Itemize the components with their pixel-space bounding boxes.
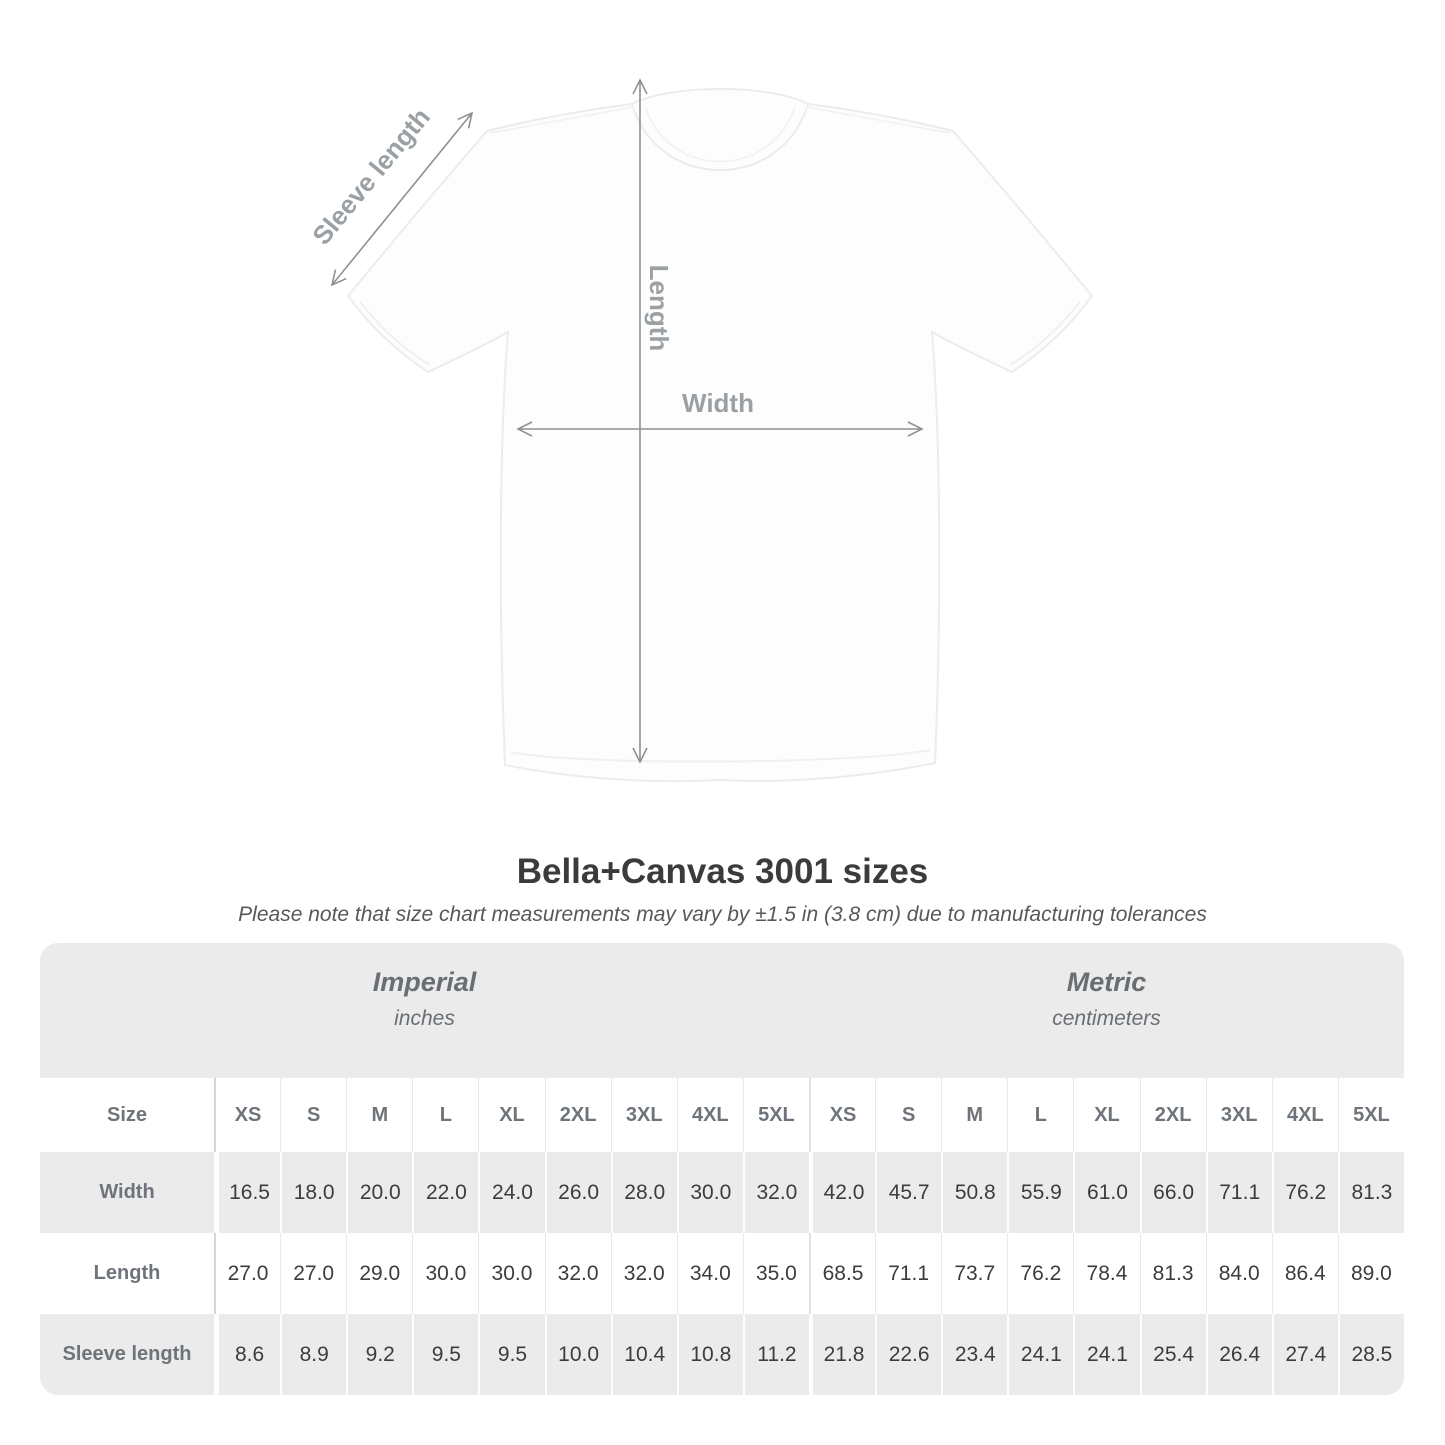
tolerance-note: Please note that size chart measurements may vary by ±1.5 in (3.8 cm) due to manufacturing tolerances: [238, 903, 1207, 926]
size-header-cell: 2XL: [1140, 1078, 1206, 1152]
imperial-unit: inches: [394, 1007, 455, 1030]
value-cell: 30.0: [677, 1152, 743, 1233]
metric-section-header: [809, 943, 1404, 1078]
size-header-cell: 5XL: [1338, 1078, 1404, 1152]
value-cell: 23.4: [941, 1314, 1007, 1395]
value-cell: 20.0: [346, 1152, 412, 1233]
value-cell: 71.1: [875, 1233, 941, 1314]
value-cell: 66.0: [1140, 1152, 1206, 1233]
value-cell: 61.0: [1073, 1152, 1139, 1233]
value-cell: 50.8: [941, 1152, 1007, 1233]
value-cell: 24.1: [1007, 1314, 1073, 1395]
value-cell: 30.0: [478, 1233, 544, 1314]
size-table: [40, 943, 1404, 1395]
length-label: Length: [644, 264, 674, 352]
size-header-cell: S: [875, 1078, 941, 1152]
size-header-cell: S: [280, 1078, 346, 1152]
value-cell: 35.0: [743, 1233, 809, 1314]
value-cell: 10.8: [677, 1314, 743, 1395]
value-cell: 45.7: [875, 1152, 941, 1233]
value-cell: 18.0: [280, 1152, 346, 1233]
width-label: Width: [682, 388, 754, 418]
value-cell: 81.3: [1338, 1152, 1404, 1233]
value-cell: 81.3: [1140, 1233, 1206, 1314]
value-cell: 9.5: [478, 1314, 544, 1395]
value-cell: 71.1: [1206, 1152, 1272, 1233]
value-cell: 26.0: [545, 1152, 611, 1233]
value-cell: 26.4: [1206, 1314, 1272, 1395]
value-cell: 55.9: [1007, 1152, 1073, 1233]
value-cell: 21.8: [809, 1314, 875, 1395]
value-cell: 28.5: [1338, 1314, 1404, 1395]
metric-unit: centimeters: [1052, 1007, 1161, 1030]
imperial-label: Imperial: [372, 967, 477, 997]
row-label: Width: [40, 1152, 214, 1233]
size-header-cell: 5XL: [743, 1078, 809, 1152]
value-cell: 84.0: [1206, 1233, 1272, 1314]
table-row-width: [40, 1152, 1404, 1233]
value-cell: 22.6: [875, 1314, 941, 1395]
table-row-sleeve-length: [40, 1314, 1404, 1395]
value-cell: 16.5: [214, 1152, 280, 1233]
value-cell: 8.6: [214, 1314, 280, 1395]
tshirt-graphic: [348, 89, 1092, 781]
size-header-cell: XS: [809, 1078, 875, 1152]
size-column-header: Size: [40, 1078, 214, 1152]
table-row-length: [40, 1233, 1404, 1314]
size-header-cell: XS: [214, 1078, 280, 1152]
size-header-cell: XL: [478, 1078, 544, 1152]
value-cell: 68.5: [809, 1233, 875, 1314]
value-cell: 89.0: [1338, 1233, 1404, 1314]
value-cell: 30.0: [412, 1233, 478, 1314]
value-cell: 76.2: [1007, 1233, 1073, 1314]
value-cell: 42.0: [809, 1152, 875, 1233]
metric-label: Metric: [1066, 967, 1147, 997]
size-header-cell: XL: [1073, 1078, 1139, 1152]
value-cell: 10.0: [545, 1314, 611, 1395]
page-title: Bella+Canvas 3001 sizes: [516, 852, 929, 891]
imperial-section-header: [40, 943, 809, 1078]
value-cell: 32.0: [743, 1152, 809, 1233]
value-cell: 76.2: [1272, 1152, 1338, 1233]
size-header-row: [40, 1078, 1404, 1152]
value-cell: 24.0: [478, 1152, 544, 1233]
value-cell: 28.0: [611, 1152, 677, 1233]
value-cell: 9.5: [412, 1314, 478, 1395]
value-cell: 29.0: [346, 1233, 412, 1314]
value-cell: 25.4: [1140, 1314, 1206, 1395]
size-header-cell: 3XL: [1206, 1078, 1272, 1152]
value-cell: 32.0: [611, 1233, 677, 1314]
value-cell: 10.4: [611, 1314, 677, 1395]
size-header-cell: 4XL: [1272, 1078, 1338, 1152]
value-cell: 22.0: [412, 1152, 478, 1233]
unit-section-row: [40, 943, 1404, 1078]
value-cell: 11.2: [743, 1314, 809, 1395]
size-header-cell: 4XL: [677, 1078, 743, 1152]
value-cell: 78.4: [1073, 1233, 1139, 1314]
value-cell: 86.4: [1272, 1233, 1338, 1314]
size-header-cell: M: [346, 1078, 412, 1152]
row-label: Sleeve length: [40, 1314, 214, 1395]
size-header-cell: 2XL: [545, 1078, 611, 1152]
value-cell: 27.0: [214, 1233, 280, 1314]
sleeve-length-label: Sleeve length: [306, 102, 436, 251]
tshirt-diagram: [250, 40, 1200, 830]
row-label: Length: [40, 1233, 214, 1314]
size-header-cell: L: [1007, 1078, 1073, 1152]
value-cell: 27.4: [1272, 1314, 1338, 1395]
size-header-cell: 3XL: [611, 1078, 677, 1152]
value-cell: 24.1: [1073, 1314, 1139, 1395]
value-cell: 9.2: [346, 1314, 412, 1395]
value-cell: 27.0: [280, 1233, 346, 1314]
size-header-cell: M: [941, 1078, 1007, 1152]
value-cell: 8.9: [280, 1314, 346, 1395]
value-cell: 73.7: [941, 1233, 1007, 1314]
value-cell: 32.0: [545, 1233, 611, 1314]
value-cell: 34.0: [677, 1233, 743, 1314]
size-header-cell: L: [412, 1078, 478, 1152]
